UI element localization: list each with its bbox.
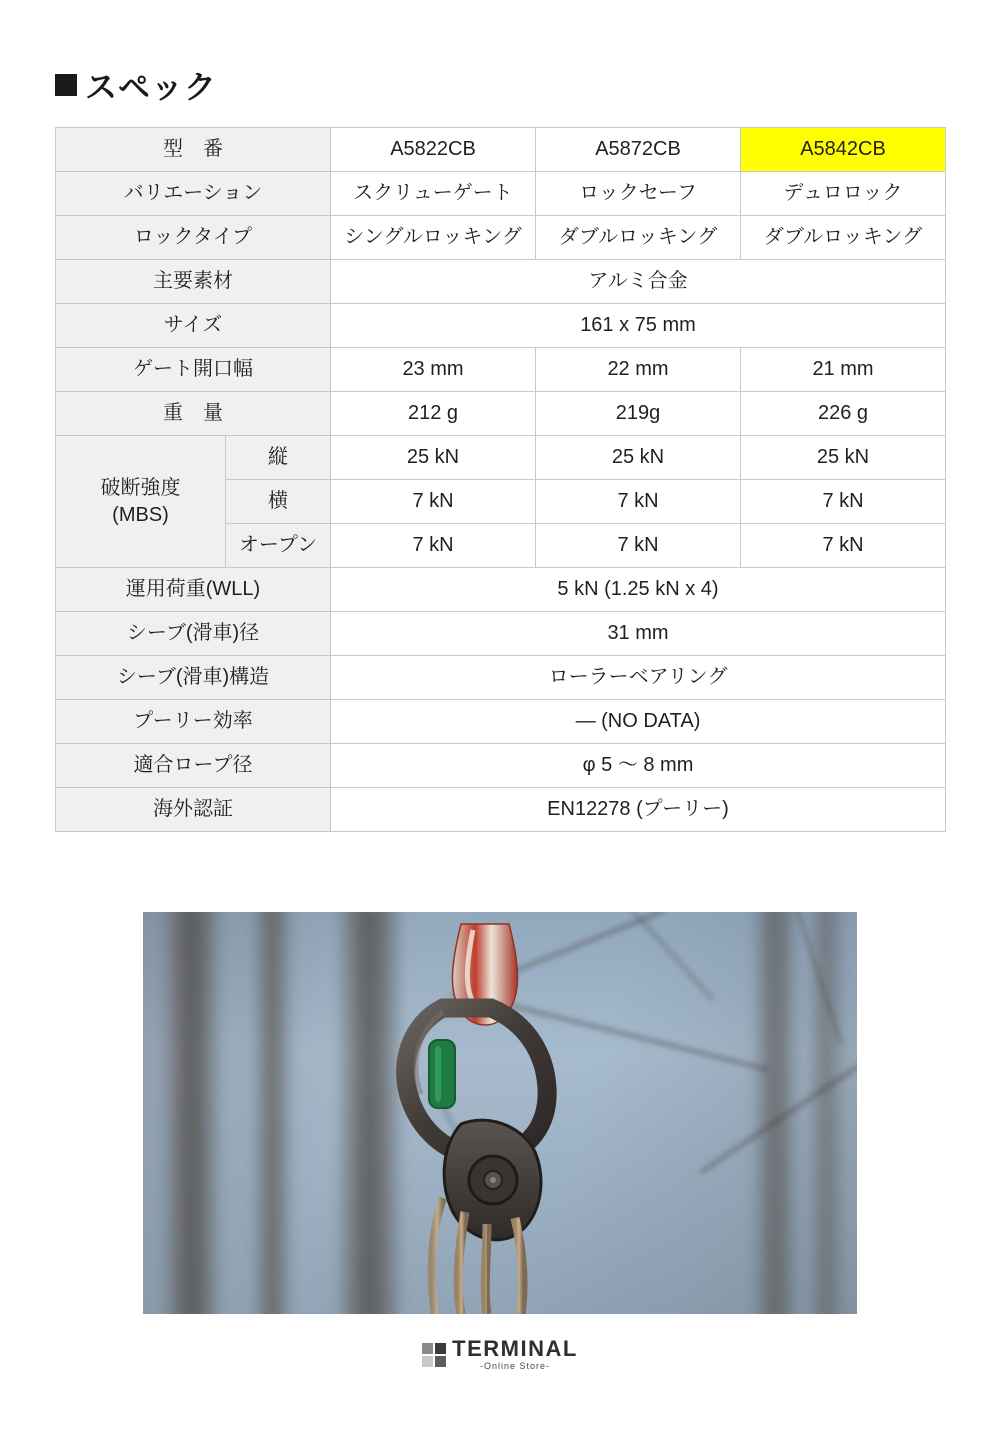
page-title — [55, 62, 217, 108]
cell-mbs-h-b: 7 kN — [536, 480, 741, 524]
cell-weight-b: 219g — [536, 392, 741, 436]
cell-certification: EN12278 (プーリー) — [331, 788, 946, 832]
row-label: 主要素材 — [56, 260, 331, 304]
cell-variation-a: スクリューゲート — [331, 172, 536, 216]
row-label: サイズ — [56, 304, 331, 348]
row-label: シーブ(滑車)構造 — [56, 656, 331, 700]
table-row — [56, 788, 946, 832]
cell-locktype-a: シングルロッキング — [331, 216, 536, 260]
cell-mbs-v-b: 25 kN — [536, 436, 741, 480]
table-row — [56, 128, 946, 172]
cell-mbs-h-c: 7 kN — [741, 480, 946, 524]
cell-variation-c: デュロロック — [741, 172, 946, 216]
row-label: ゲート開口幅 — [56, 348, 331, 392]
cell-weight-a: 212 g — [331, 392, 536, 436]
product-photo — [143, 912, 857, 1314]
cell-gate-a: 23 mm — [331, 348, 536, 392]
logo-brand-text: TERMINAL — [452, 1336, 578, 1361]
logo-squares-icon — [422, 1343, 446, 1367]
cell-size: 161 x 75 mm — [331, 304, 946, 348]
row-label: 型 番 — [56, 128, 331, 172]
cell-variation-b: ロックセーフ — [536, 172, 741, 216]
footer — [0, 1338, 1000, 1371]
mbs-label-line2: (MBS) — [112, 503, 169, 526]
row-label: 重 量 — [56, 392, 331, 436]
table-row — [56, 172, 946, 216]
spec-table-wrap — [55, 127, 945, 832]
cell-mbs-o-c: 7 kN — [741, 524, 946, 568]
cell-locktype-c: ダブルロッキング — [741, 216, 946, 260]
cell-sheave-structure: ローラーベアリング — [331, 656, 946, 700]
cell-locktype-b: ダブルロッキング — [536, 216, 741, 260]
cell-gate-c: 21 mm — [741, 348, 946, 392]
table-row — [56, 568, 946, 612]
cell-mbs-v-a: 25 kN — [331, 436, 536, 480]
cell-rope-diameter: φ 5 ～ 8 mm — [331, 744, 946, 788]
table-row — [56, 744, 946, 788]
logo-tagline-text: -Online Store- — [479, 1361, 551, 1371]
cell-mbs-o-b: 7 kN — [536, 524, 741, 568]
cell-mbs-o-a: 7 kN — [331, 524, 536, 568]
terminal-logo — [422, 1338, 578, 1371]
table-row — [56, 612, 946, 656]
row-sublabel-vertical: 縦 — [226, 436, 331, 480]
spec-table — [55, 127, 946, 832]
row-label: ロックタイプ — [56, 216, 331, 260]
row-label-mbs — [56, 436, 226, 568]
table-row — [56, 700, 946, 744]
cell-model-b: A5872CB — [536, 128, 741, 172]
cell-sheave-diameter: 31 mm — [331, 612, 946, 656]
table-row — [56, 392, 946, 436]
row-label: 適合ロープ径 — [56, 744, 331, 788]
table-row — [56, 304, 946, 348]
row-label: シーブ(滑車)径 — [56, 612, 331, 656]
page-title-text: スペック — [85, 69, 218, 105]
table-row — [56, 436, 946, 480]
mbs-label-line1: 破断強度 — [100, 476, 181, 499]
table-row — [56, 348, 946, 392]
cell-weight-c: 226 g — [741, 392, 946, 436]
row-label: プーリー効率 — [56, 700, 331, 744]
row-label: 運用荷重(WLL) — [56, 568, 331, 612]
cell-gate-b: 22 mm — [536, 348, 741, 392]
cell-model-a: A5822CB — [331, 128, 536, 172]
table-row — [56, 260, 946, 304]
carabiner-pulley-illustration — [143, 912, 857, 1314]
cell-mbs-v-c: 25 kN — [741, 436, 946, 480]
cell-pulley-efficiency: ― (NO DATA) — [331, 700, 946, 744]
cell-material: アルミ合金 — [331, 260, 946, 304]
logo-wordmark — [452, 1338, 578, 1371]
row-sublabel-horizontal: 横 — [226, 480, 331, 524]
row-label: バリエーション — [56, 172, 331, 216]
row-sublabel-open: オープン — [226, 524, 331, 568]
row-label: 海外認証 — [56, 788, 331, 832]
cell-mbs-h-a: 7 kN — [331, 480, 536, 524]
table-row — [56, 216, 946, 260]
cell-wll: 5 kN (1.25 kN x 4) — [331, 568, 946, 612]
table-row — [56, 656, 946, 700]
square-bullet-icon — [55, 74, 77, 96]
cell-model-c: A5842CB — [741, 128, 946, 172]
